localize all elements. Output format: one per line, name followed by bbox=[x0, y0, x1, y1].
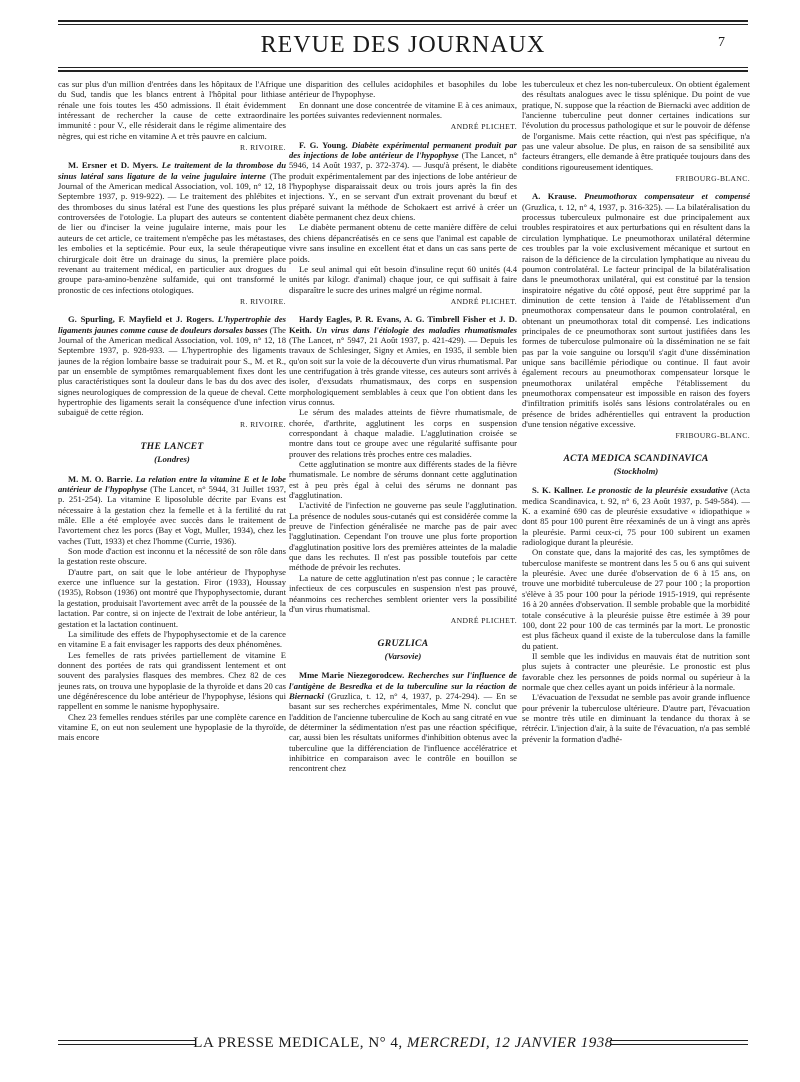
journal-heading: GRUZLICA bbox=[377, 637, 429, 649]
article-authors: S. K. Kallner. bbox=[532, 485, 584, 496]
header-rule-top bbox=[58, 20, 748, 22]
article-kallner bbox=[522, 485, 750, 547]
article-barrie bbox=[58, 474, 286, 546]
author-signature: R. RIVOIRE. bbox=[240, 296, 286, 306]
column-right bbox=[522, 79, 750, 1019]
author-signature: ANDRÉ PLICHET. bbox=[450, 616, 517, 626]
header-rule-bottom-thin bbox=[58, 67, 748, 68]
paragraph: En donnant une dose concentrée de vitamine E à ces animaux, les portées suivantes redeviennent normales. bbox=[289, 99, 517, 121]
page-footer bbox=[58, 1035, 748, 1052]
article-authors: M. M. O. Barrie. bbox=[68, 473, 133, 484]
author-signature: R. RIVOIRE. bbox=[240, 419, 286, 429]
article-spurling bbox=[58, 314, 286, 417]
article-niezegorodcew bbox=[289, 670, 517, 773]
article-body: (Gruzlica, t. 12, n° 4, 1937, p. 316-325). — La bilatéralisation du processus tuberculeux pulmonaire est due principalement aux troubles respiratoires et aux perturbations qui en résultent dans la circulation lymphatique. Le pneumothorax unilatéral détermine ces troubles par la voie exclusivement mécanique et surtout en raison de la déficience de la circulation lymphatique au niveau du poumon controlatéral. Le facteur principal de la bilatéralisation dans le pneumothorax unilatéral, qui est constitué par la tension inspiratoire négative du côté opposé, peut être supprimé par la diminution de cette tension à l'aide de l'établissement d'un pneumothorax compensateur dans le poumon controlatéral, en obtenant un pneumothorax total dit compensé. Les indications principales de ce pneumothorax sont surtout justifiées dans les formes de tuberculose pulmonaire où la dissémination ne se fait pas par la voie sanguine ou lorsqu'il s'agit d'une dissémination unique sans bacillémie périodique ou continue. Il faut avoir également recours au pneumothorax compensateur lorsque le pneumothorax unilatéral empêche l'établissement du pneumothorax compensateur est impossible en raison des foyers d'infiltration primitifs isolés sans lésions controlatérales ou en présence de brides adhérentielles qui entravent la production d'une tension négative excessive. bbox=[522, 201, 750, 429]
header-rule-bottom bbox=[58, 70, 748, 72]
paragraph: D'autre part, on sait que le lobe antérieur de l'hypophyse exerce une influence sur la gestation. Firor (1933), Houssay (1935), Robson (1936) ont montré que l'hypophysectomie, durant la gestation, produisait l'avortement avec arrêt de la poussée de la lactation. Par contre, si on injecte de l'extrait de lobe antérieur, la gestation et la lactation continuent. bbox=[58, 566, 286, 629]
journal-city: (Varsovie) bbox=[384, 650, 422, 661]
paragraph: Cette agglutination se montre aux différents stades de la fièvre rhumatismale. Le nombre de sérums donnant cette agglutination est à peu près égal à celui des sérums ne donnant pas d'agglutination. bbox=[289, 459, 517, 501]
journal-city: (Stockholm) bbox=[613, 466, 659, 477]
paragraph: cas sur plus d'un million d'entrées dans les hôpitaux de l'Afrique du Sud, tandis que les blancs entrent à l'hôpital pour lithiase rénale une fois toutes les 450 admissions. Il était évidemment intéressant de rechercher la cause de cette extraordinaire immunité : pour V., elle résiderait dans le régime alimentaire des nègres, qui est riche en vitamine A et très pauvre en calcium. bbox=[58, 79, 286, 141]
article-authors: G. Spurling, F. Mayfield et J. Rogers. bbox=[68, 314, 215, 325]
article-body: (The Lancet, n° 5944, 31 Juillet 1937, p. 251-254). La vitamine E liposoluble décrite par Evans est nécessaire à la gestation chez la femelle et à la fertilité du rat mâle. Elle a été employée avec succès dans le traitement de l'avortement chez les porcs (Bay et Vogt, Muller, 1934), chez les vaches (Tutt, 1933) et chez l'homme (Currie, 1936). bbox=[58, 484, 286, 546]
journal-heading: ACTA MEDICA SCANDINAVICA bbox=[563, 452, 709, 464]
footer-issue: N° 4, bbox=[368, 1035, 403, 1051]
article-body: (The Lancet, n° 5947, 21 Août 1937, p. 421-429). — Depuis les travaux de Schlesinger, Signy et Amies, en 1935, il semble bien qu'on soit sur la voie de la découverte d'un virus rhumatismal. Par une centrifugation à très grande vitesse, ces auteurs sont arrivés à isoler, d'exsudats rhumatismaux, des corps en suspension morphologiquement semblables à ceux que l'on obtient dans les virus connus. bbox=[289, 334, 517, 407]
paragraph: une disparition des cellules acidophiles et basophiles du lobe antérieur de l'hypophyse. bbox=[289, 79, 517, 100]
article-krause bbox=[522, 191, 750, 429]
journal-heading: THE LANCET bbox=[140, 441, 204, 452]
paragraph: Le sérum des malades atteints de fièvre rhumatismale, de chorée, d'arthrite, agglutinent les corps en suspension correspondant à chaque maladie. L'agglutination croisée se montre dans tout ce groupe avec une régularité suffisante pour prouver des relations très proches entre ces maladies. bbox=[289, 407, 517, 459]
paragraph: La similitude des effets de l'hypophysectomie et de la carence en vitamine E a fait envisager les rapports des deux phénomènes. bbox=[58, 628, 286, 650]
article-authors: M. Ersner et D. Myers. bbox=[68, 160, 159, 171]
journal-city: (Londres) bbox=[154, 454, 190, 465]
column-left bbox=[58, 79, 286, 1019]
article-body: (Gruzlica, t. 12, n° 4, 1937, p. 274-294). — En se basant sur ses recherches expérimentales, Mme N. conclut que l'addition de l'ancienne tuberculine de Koch au sang citraté en vue de déterminer la sédimentation n'est pas une réaction spécifique, car, aussi bien les résultats uniformes d'inhibition obtenus avec la tuberculine que la différenciation de l'influence accélératrice et inhibitrice en comparaison avec le contrôle en bouillon se rencontrent chez bbox=[289, 690, 517, 774]
article-title: Pneumothorax compensateur et compensé bbox=[584, 191, 750, 202]
author-signature: FRIBOURG-BLANC. bbox=[675, 174, 750, 184]
journal-section-title: REVUE DES JOURNAUX bbox=[260, 32, 546, 58]
footer-date: MERCREDI, 12 JANVIER 1938 bbox=[406, 1035, 613, 1051]
author-signature: FRIBOURG-BLANC. bbox=[675, 431, 750, 441]
article-title: Le pronostic de la pleurésie exsudative bbox=[586, 485, 728, 496]
author-signature: ANDRÉ PLICHET. bbox=[450, 296, 517, 306]
article-body: (Acta medica Scandinavica, t. 92, n° 6, 23 Août 1937, p. 549-584). — K. a examiné 690 cas de pleurésie exsudative « idiopathique » dont 85 pour 100 purent être réexaminés de un à vingt ans après la pleurésie. Parmi ceux-ci, 75 pour 100 subirent un examen radiologique durant la pleurésie. bbox=[522, 485, 750, 548]
article-title: Recherches sur l'influence de l'antigène de Besredka et de la tuberculine sur la réaction de Biernacki bbox=[289, 670, 517, 701]
article-authors: Mme Marie Niezegorodcew. bbox=[299, 670, 405, 681]
article-body: (The Journal of the American medical Association, vol. 109, n° 12, 18 Septembre 1937, p. 919-922). — Le traitement des phlébites et des thromboses du sinus latéral est l'une des questions les plus controversées de l'otologie. La plupart des auteurs se contentent de lier ou d'inciser la veine jugulaire interne, mais pour les auteurs de cet article, ce traitement n'empêche pas les métastases, les embolies et la septicémie. Pour eux, la seule thérapeutique chirurgicale doit être un drainage du sinus, la première place revenant au traitement médical, en particulier aux drogues du groupe para-amino-benzène sulfamide, qui ont transformé le pronostic de ces infections otologiques. bbox=[58, 170, 286, 295]
page-number: 7 bbox=[718, 35, 725, 50]
article-body: (The Journal of the American medical Association, vol. 109, n° 12, 18 Septembre 1937, p. 928-933. — L'hypertrophie des ligaments jaunes de la région lombaire basse se traduirait pour S., M. et R., par un ensemble de symptômes remarquablement fixes dont les plus caractéristiques sont la douleur dans le bas du dos avec des signes neurologiques de compression de la queue de cheval. Cette hypertrophie des ligaments serait la conséquence d'une infection subaiguë de cette région. bbox=[58, 324, 286, 418]
article-title: L'hypertrophie des ligaments jaunes comme cause de douleurs dorsales basses bbox=[58, 314, 286, 335]
author-signature: R. RIVOIRE. bbox=[240, 143, 286, 153]
paragraph: Son mode d'action est inconnu et la nécessité de son rôle dans la gestation reste obscure. bbox=[58, 546, 286, 567]
author-signature: ANDRÉ PLICHET. bbox=[450, 122, 517, 132]
paragraph: les tuberculeux et chez les non-tuberculeux. On obtient également des résultats analogues avec le tissu splénique. Du point de vue pratique, N. suppose que la réaction de Biernacki avec addition de l'ancienne tuberculine peut donner certaines indications sur l'évolution du processus pathologique et sur le pouvoir de défense de l'organisme. Mais cette réaction, qui n'est pas spécifique, n'a pas une valeur absolue. De plus, en raison de sa sensibilité aux facteurs étrangers, elle demande à être pratiquée toujours dans des conditions rigoureusement identiques. bbox=[522, 79, 750, 172]
header-rule-top-thin bbox=[58, 24, 748, 25]
article-authors: Hardy Eagles, P. R. Evans, A. G. Timbrell Fisher et J. D. Keith. bbox=[289, 314, 517, 335]
article-title: Le traitement de la thrombose du sinus latéral sans ligature de la veine jugulaire interne bbox=[58, 160, 286, 181]
article-eagles bbox=[289, 314, 517, 407]
paragraph: L'activité de l'infection ne gouverne pas seule l'agglutination. La présence de nodules sous-cutanés qui est considérée comme la preuve de l'infection généralisée ne marche pas de pair avec l'agglutination. Cependant l'on trouve une plus forte proportion d'agglutination positive lors des premières atteintes de la maladie que dans les rechutes. Il n'est pas possible toutefois par cette méthode de prévoir les rechutes. bbox=[289, 500, 517, 573]
paragraph: Le diabète permanent obtenu de cette manière diffère de celui des chiens dépancréatisés en ce sens que l'animal est capable de vivre sans insuline en excellent état et dans un cas sans perte de poids. bbox=[289, 222, 517, 264]
article-authors: A. Krause. bbox=[532, 191, 577, 202]
paragraph: On constate que, dans la majorité des cas, les symptômes de tuberculose manifeste se montrent dans les 5 ou 6 ans qui suivent la pleurésie. Avec une durée d'observation de 6 à 15 ans, on trouve une morbidité tuberculeuse de 27 pour 100 ; la proportion s'élève à 35 pour 100 pour la période 1915-1919, qui représente 16 à 20 années d'observation. Il semble probable que la morbidité totale consécutive à la pleurésie puisse être estimée à 39 pour 100, dont 22 pour 100 de cas terminés par la mort. Le pronostic est plus fâcheux quand il existe de la tuberculose dans la famille du patient. bbox=[522, 547, 750, 651]
article-title: Un virus dans l'étiologie des maladies rhumatismales bbox=[315, 324, 517, 335]
article-ersner bbox=[58, 160, 286, 294]
footer-journal: LA PRESSE MEDICALE, bbox=[193, 1035, 365, 1051]
article-authors: F. G. Young. bbox=[299, 139, 348, 150]
paragraph: Chez 23 femelles rendues stériles par une complète carence en vitamine E, on eut non seulement une hypoplasie de la thyroïde, mais encore bbox=[58, 711, 286, 743]
article-title: Diabète expérimental permanent produit par des injections de lobe antérieur de l'hypophyse bbox=[289, 139, 517, 161]
paragraph: Le seul animal qui eût besoin d'insuline reçut 60 unités (4.4 unités par kilogr. d'animal) chaque jour, ce qui suffisait à faire disparaître le sucre des urines malgré un régime normal. bbox=[289, 263, 517, 295]
paragraph: Les femelles de rats privées partiellement de vitamine E donnent des portées de rats qui grandissent lentement et ont souvent des paralysies flasques des membres. Chez 82 de ces jeunes rats, on trouva une hypoplasie de la thyroïde et dans 20 cas une dégénérescence du lobe antérieur de l'hypophyse, lésions qui rappellent en somme le nanisme hypophysaire. bbox=[58, 649, 286, 712]
article-title: La relation entre la vitamine E et le lobe antérieur de l'hypophyse bbox=[58, 473, 286, 495]
article-body: (The Lancet, n° 5946, 14 Août 1937, p. 372-374). — Jusqu'à présent, le diabète produit expérimentalement par des injections de lobe antérieur de l'hypophyse disparaissait deux ou trois jours après la fin des injections. Y., en se servant d'un extrait provenant du bœuf et préparé suivant la méthode de Schokaert est arrivé à créer un diabète permanent chez deux chiens. bbox=[289, 150, 517, 223]
paragraph: L'évacuation de l'exsudat ne semble pas avoir grande influence pour prévenir la tuberculose ultérieure. D'autre part, l'évacuation se montre très utile en diminuant la tendance du thorax à se rétrécir. L'injection d'air, à la suite de l'évacuation, n'a pas semblé prévenir la formation d'adhé- bbox=[522, 692, 750, 744]
paragraph: La nature de cette agglutination n'est pas connue ; le caractère infectieux de ces corpuscules en suspension n'est pas prouvé, néanmoins ces recherches semblent orienter vers la possibilité d'un virus rhumatismal. bbox=[289, 572, 517, 614]
article-young bbox=[289, 140, 517, 223]
paragraph: Il semble que les individus en mauvais état de nutrition sont plus sujets à contracter une pleurésie. Le pronostic est plus favorable chez les personnes de poids normal ou supérieur à la normale que chez celles ayant un poids inférieur à la normale. bbox=[522, 650, 750, 692]
column-middle bbox=[289, 79, 517, 1019]
